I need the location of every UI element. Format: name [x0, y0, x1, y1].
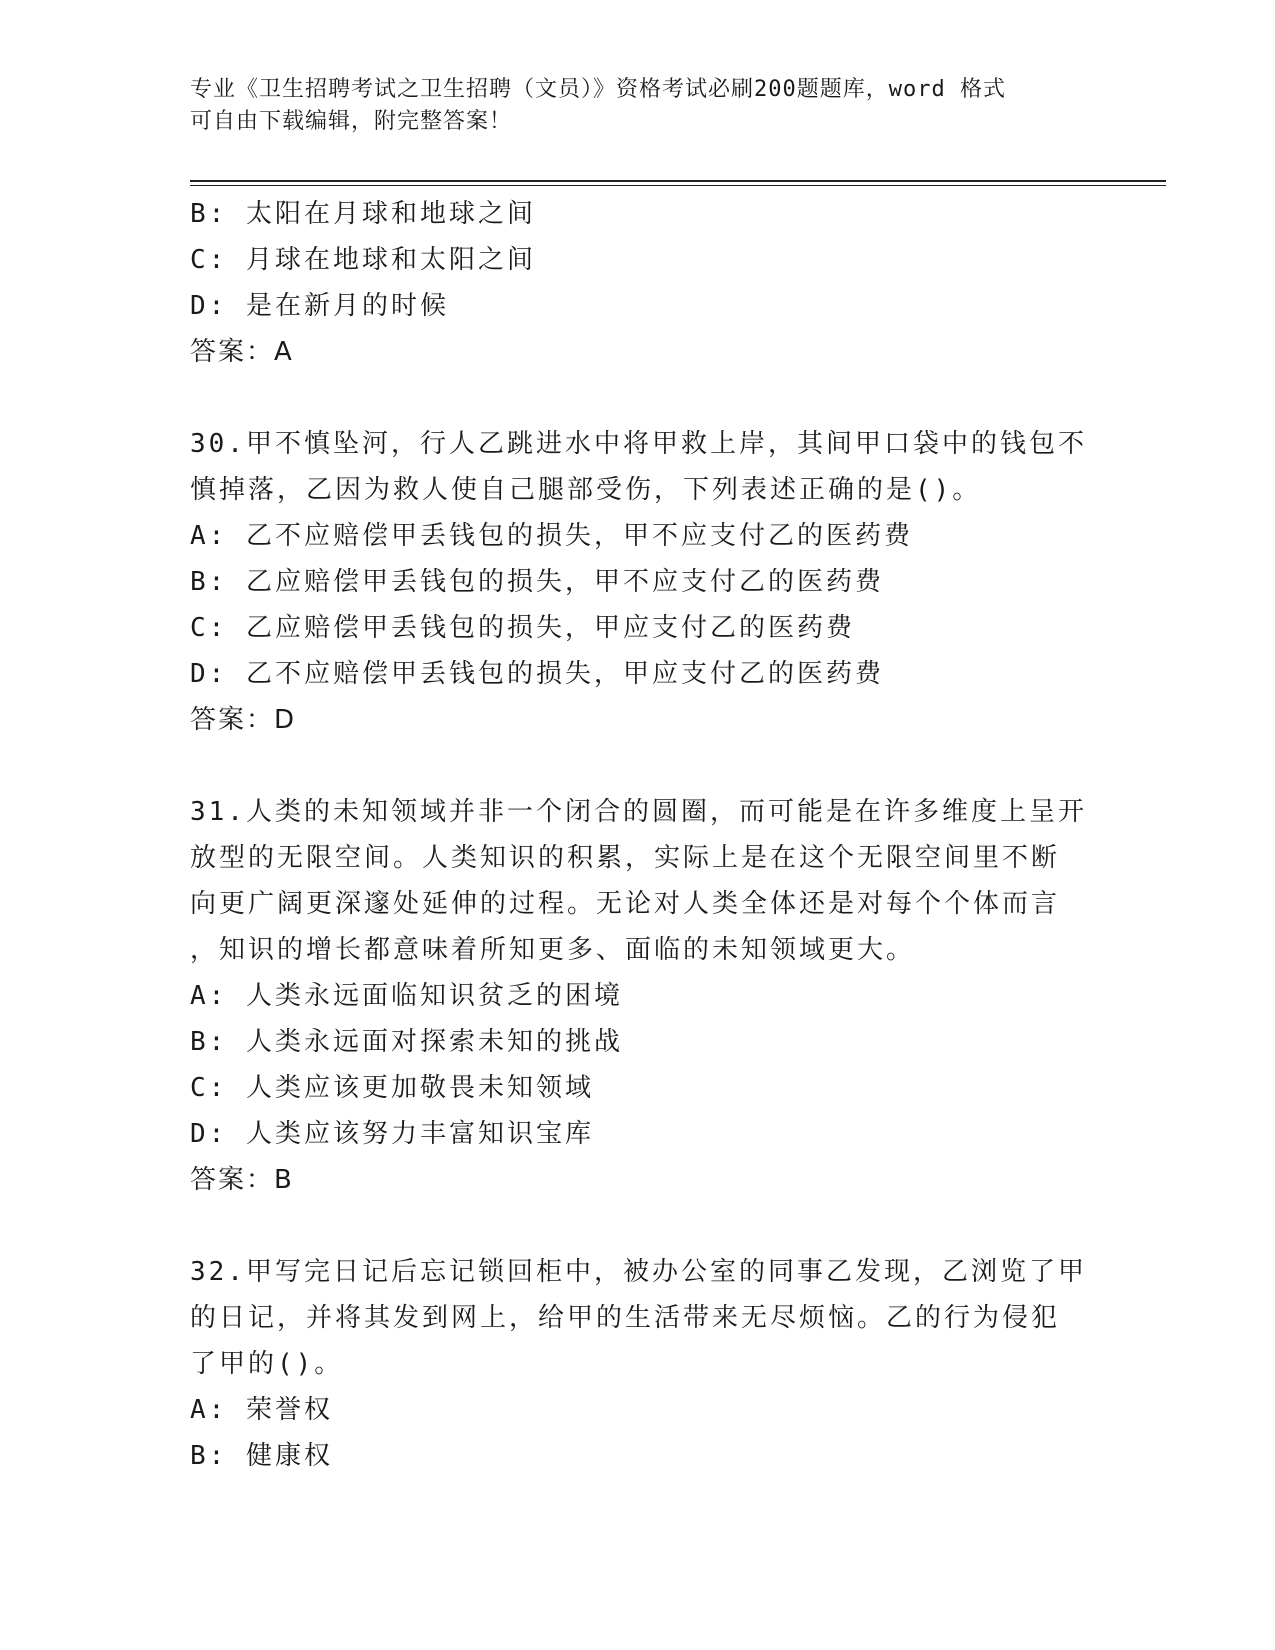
- question-stem-line: 30.甲不慎坠河，行人乙跳进水中将甲救上岸，其间甲口袋中的钱包不: [190, 429, 1087, 459]
- option-b: B: 乙应赔偿甲丢钱包的损失，甲不应支付乙的医药费: [190, 567, 884, 597]
- question-30: [190, 421, 1090, 743]
- question-stem-line: 向更广阔更深邃处延伸的过程。无论对人类全体还是对每个个体而言: [190, 889, 1061, 919]
- option-c: C: 乙应赔偿甲丢钱包的损失，甲应支付乙的医药费: [190, 613, 855, 643]
- question-stem-line: 32.甲写完日记后忘记锁回柜中，被办公室的同事乙发现，乙浏览了甲: [190, 1257, 1087, 1287]
- header-title-line-2: 可自由下载编辑，附完整答案！: [190, 109, 513, 134]
- header-divider-thin: [190, 185, 1166, 186]
- option-c: C: 人类应该更加敬畏未知领域: [190, 1073, 594, 1103]
- question-stem-line: 放型的无限空间。人类知识的积累，实际上是在这个无限空间里不断: [190, 843, 1061, 873]
- option-d: D: 人类应该努力丰富知识宝库: [190, 1119, 594, 1149]
- question-29-tail: [190, 191, 1090, 375]
- question-stem-line: 了甲的()。: [190, 1349, 344, 1379]
- option-d: D: 乙不应赔偿甲丢钱包的损失，甲应支付乙的医药费: [190, 659, 884, 689]
- question-32: [190, 1249, 1090, 1479]
- answer-line: 答案：A: [190, 337, 294, 367]
- document-header: [190, 74, 1090, 138]
- spacer: [190, 743, 1090, 789]
- option-c: C: 月球在地球和太阳之间: [190, 245, 536, 275]
- option-d: D: 是在新月的时候: [190, 291, 449, 321]
- option-b: B: 太阳在月球和地球之间: [190, 199, 536, 229]
- option-a: A: 荣誉权: [190, 1395, 333, 1425]
- answer-line: 答案：B: [190, 1165, 294, 1195]
- option-a: A: 乙不应赔偿甲丢钱包的损失，甲不应支付乙的医药费: [190, 521, 913, 551]
- header-title-line-1: 专业《卫生招聘考试之卫生招聘（文员）》资格考试必刷200题题库，word 格式: [190, 77, 1006, 102]
- question-list: [190, 191, 1090, 1479]
- option-a: A: 人类永远面临知识贫乏的困境: [190, 981, 623, 1011]
- spacer: [190, 1203, 1090, 1249]
- question-stem-line: ，知识的增长都意味着所知更多、面临的未知领域更大。: [190, 935, 916, 965]
- option-b: B: 人类永远面对探索未知的挑战: [190, 1027, 623, 1057]
- question-stem-line: 的日记，并将其发到网上，给甲的生活带来无尽烦恼。乙的行为侵犯: [190, 1303, 1061, 1333]
- question-stem-line: 慎掉落，乙因为救人使自己腿部受伤，下列表述正确的是()。: [190, 475, 982, 505]
- header-divider-thick: [190, 180, 1166, 182]
- question-31: [190, 789, 1090, 1203]
- question-stem-line: 31.人类的未知领域并非一个闭合的圆圈，而可能是在许多维度上呈开: [190, 797, 1087, 827]
- answer-line: 答案：D: [190, 705, 297, 735]
- option-b: B: 健康权: [190, 1441, 333, 1471]
- spacer: [190, 375, 1090, 421]
